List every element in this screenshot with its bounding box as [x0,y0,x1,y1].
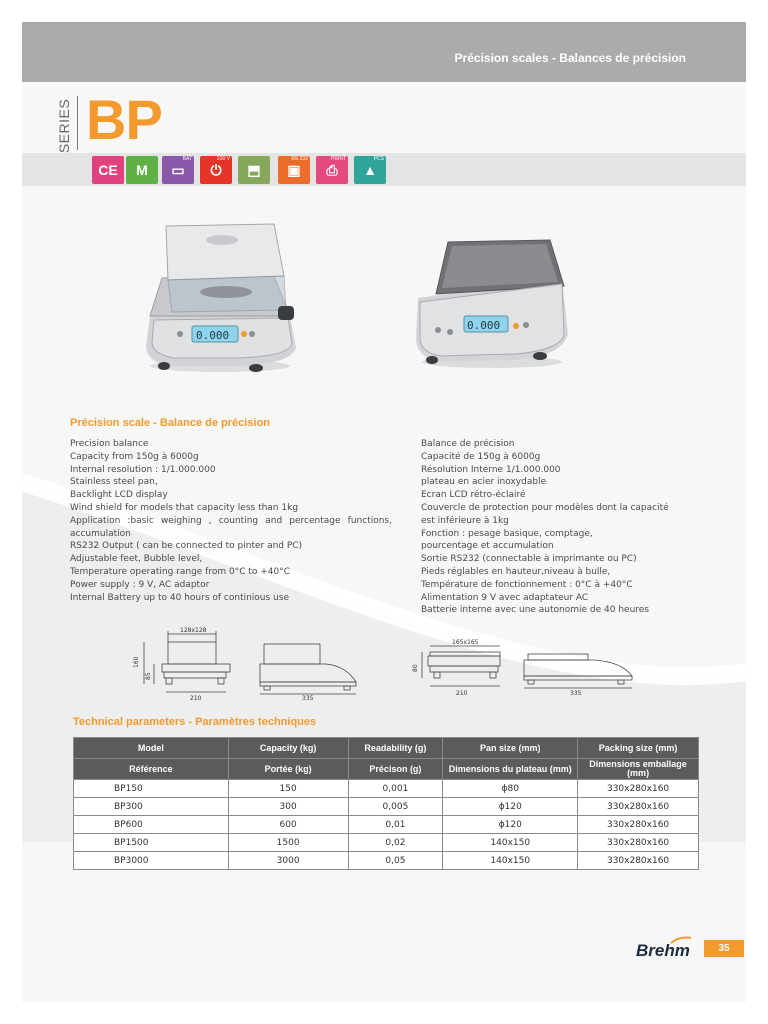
technical-drawing-left [130,622,370,702]
header-readability: Readability (g) [348,738,443,759]
table-cell: 0,01 [348,816,443,834]
table-row [74,834,699,852]
header-reference: Référence [74,759,229,780]
icon-glyph: ⎙ [326,162,338,178]
technical-drawing-right [404,632,644,702]
icon-label: 220 V [216,156,230,162]
table-cell: 330x280x160 [578,834,699,852]
table-cell: 0,05 [348,852,443,870]
icon-glyph: M [136,162,148,178]
description-line: Temperature operating range from 0°C to +40°C [70,566,291,577]
description-line: Pieds réglables en hauteur,niveau à bulle, [421,566,611,577]
icon-glyph: ⏻ [210,162,222,178]
icon-label: BAT [182,156,192,162]
description-line: Batterie interne avec une autonomie de 40 heures [421,605,650,616]
table-cell: BP150 [74,780,229,798]
description-line: Power supply : 9 V, AC adaptor [70,579,210,590]
description-line: Internal Battery up to 40 hours of continious use [70,592,289,603]
header-model: Model [74,738,229,759]
description-line: Adjustable feet, Bubble level, [70,554,203,565]
description-line: Stainless steel pan, [70,477,158,488]
icon-label: PRINT [331,156,346,162]
header-packing-size: Packing size (mm) [578,738,699,759]
drawing-right-pan-label: 165x165 [452,639,479,646]
power-plug-icon [200,156,232,184]
table-cell: 300 [228,798,348,816]
weight-icon [238,156,270,184]
drawing-left-width-label: 210 [190,695,202,702]
table-cell: BP600 [74,816,229,834]
table-cell: 330x280x160 [578,852,699,870]
ce-icon [92,156,124,184]
header-precision: Précison (g) [348,759,443,780]
table-cell: BP300 [74,798,229,816]
description-line: Couvercle de protection pour modèles dont la capacité [421,502,669,513]
table-cell: 330x280x160 [578,798,699,816]
table-cell: 330x280x160 [578,816,699,834]
series-name: BP [86,88,162,151]
table-cell: BP3000 [74,852,229,870]
product-photo-large-pan-scale [412,238,572,370]
icon-glyph: ▭ [171,162,185,178]
table-cell: BP1500 [74,834,229,852]
description-line: Balance de précision [421,439,515,449]
description-line: Wind shield for models that capacity less than 1kg [70,502,299,513]
header-portee: Portée (kg) [228,759,348,780]
table-cell: 0,02 [348,834,443,852]
table-cell: 0,005 [348,798,443,816]
icon-label: RS 232 [291,156,308,162]
printer-icon [316,156,348,184]
drawing-left-pan-label: 128x128 [180,627,207,634]
description-line: est inférieure à 1kg [421,515,509,526]
description-line: Internal resolution : 1/1.000.000 [70,464,216,475]
m-icon [126,156,158,184]
table-row [74,780,699,798]
description-line: Ecran LCD rétro-éclairé [421,490,526,501]
icon-label: PCS [373,156,384,162]
brand-logo: Brehm [636,941,690,960]
description-line: Fonction : pesage basique, comptage, [421,528,593,539]
description-line: RS232 Output ( can be connected to pinter and PC) [70,541,303,552]
drawing-right-width-label: 210 [456,690,468,697]
icon-glyph: ▣ [287,162,301,178]
header-pan-size: Pan size (mm) [443,738,578,759]
drawing-right-height-label: 80 [412,664,419,672]
table-row [74,816,699,834]
description-line: accumulation [70,528,131,539]
header-capacity: Capacity (kg) [228,738,348,759]
battery-icon [162,156,194,184]
pcs-icon [354,156,386,184]
table-cell: ϕ120 [443,798,578,816]
drawing-left-depth-label: 335 [302,695,314,702]
drawing-left-height-total-label: 160 [133,656,140,668]
table-cell: ϕ120 [443,816,578,834]
catalog-page [22,22,746,1002]
icon-glyph: ▲ [363,162,377,178]
header-bar [22,22,746,82]
table-cell: ϕ80 [443,780,578,798]
page-number: 35 [704,940,744,957]
description-title: Précision scale - Balance de précision [70,417,270,429]
header-dimensions-plateau: Dimensions du plateau (mm) [443,759,578,780]
description-line: Alimentation 9 V avec adaptateur AC [421,592,589,603]
table-cell: 600 [228,816,348,834]
rs232-icon [278,156,310,184]
drawing-left-height-base-label: 85 [145,672,152,680]
table-cell: 3000 [228,852,348,870]
description-line: Capacity from 150g à 6000g [70,451,199,462]
description-line: Backlight LCD display [70,490,168,501]
description-line: Température de fonctionnement : 0°C à +40°C [421,579,633,590]
table-cell: 140x150 [443,834,578,852]
icon-glyph: CE [98,162,118,178]
table-cell: 150 [228,780,348,798]
description-french [421,438,721,617]
description-line: Application :basic weighing , counting and percentage functions, [70,515,392,526]
series-label: SERIES [56,98,72,154]
technical-parameters-table [73,737,699,870]
table-header-fr [74,759,699,780]
table-cell: 1500 [228,834,348,852]
description-line: pourcentage et accumulation [421,541,554,552]
table-cell: 330x280x160 [578,780,699,798]
table-header-en [74,738,699,759]
header-title: Précision scales - Balances de précision [454,51,686,65]
description-line: Capacité de 150g à 6000g [421,451,541,462]
description-line: plateau en acier inoxydable [421,477,547,488]
svg-text:0.000: 0.000 [196,329,230,342]
header-dimensions-emballage: Dimensions emballage (mm) [578,759,699,780]
technical-title: Technical parameters - Paramètres techniques [73,716,317,728]
table-row [74,798,699,816]
description-line: Precision balance [70,439,149,449]
product-photo-windshield-scale [140,220,300,376]
series-divider [77,96,78,150]
icon-glyph: ⬒ [247,162,261,178]
drawing-right-depth-label: 335 [570,690,582,697]
table-cell: 140x150 [443,852,578,870]
table-cell: 0,001 [348,780,443,798]
description-line: Résolution Interne 1/1.000.000 [421,464,561,475]
description-line: Sortie RS232 (connectable à imprimante ou PC) [421,554,637,565]
svg-text:0.000: 0.000 [467,319,501,332]
description-english [70,438,392,604]
table-row [74,852,699,870]
